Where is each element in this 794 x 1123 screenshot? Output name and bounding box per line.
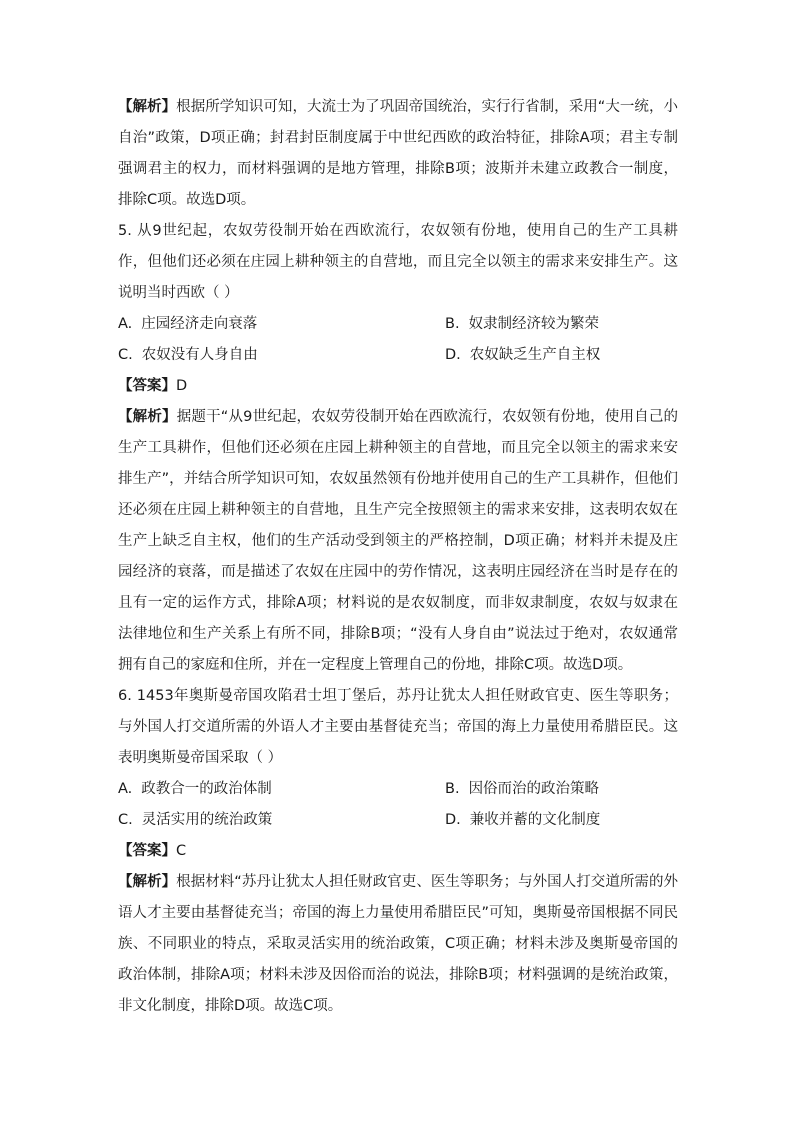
option-d[interactable]: [445, 340, 678, 371]
option-text: 农奴没有人身自由: [141, 347, 258, 363]
answer-line: [118, 371, 678, 402]
option-letter: B.: [445, 316, 460, 332]
answer-tag: 【答案】: [118, 843, 176, 859]
option-a[interactable]: [118, 774, 445, 805]
option-c[interactable]: [118, 340, 445, 371]
analysis-tag: 【解析】: [118, 99, 177, 115]
question-5-options: [118, 309, 678, 371]
analysis-paragraph: [118, 92, 678, 216]
analysis-paragraph: [118, 402, 678, 681]
analysis-tag: 【解析】: [118, 409, 177, 425]
option-text: 灵活实用的统治政策: [141, 812, 273, 828]
option-letter: A.: [118, 781, 133, 797]
option-letter: A.: [118, 316, 133, 332]
option-d[interactable]: [445, 805, 678, 836]
analysis-text: 据题干“从9世纪起，农奴劳役制开始在西欧流行，农奴领有份地，使用自己的生产工具耕作，但他们还必须在庄园上耕种领主的自营地，而且完全以领主的需求来安排生产”，并结合所学知识可知，农奴虽然领有份地并使用自己的生产工具耕作，但他们还必须在庄园上耕种领主的自营地，且生产完全按照领主的需求来安排，这表明农奴在生产上缺乏自主权，他们的生产活动受到领主的严格控制，D项正确；材料并未提及庄园经济的衰落，而是描述了农奴在庄园中的劳作情况，这表明庄园经济在当时是存在的且有一定的运作方式，排除A项；材料说的是农奴制度，而非奴隶制度，农奴与奴隶在法律地位和生产关系上有所不同，排除B项；“没有人身自由”说法过于绝对，农奴通常拥有自己的家庭和住所，并在一定程度上管理自己的份地，排除C项。故选D项。: [118, 409, 679, 673]
analysis-text: 根据所学知识可知，大流士为了巩固帝国统治，实行行省制，采用“大一统，小自治”政策，D项正确；封君封臣制度属于中世纪西欧的政治特征，排除A项；君主专制强调君主的权力，而材料强调的是地方管理，排除B项；波斯并未建立政教合一制度，排除C项。故选D项。: [118, 99, 678, 208]
option-text: 政教合一的政治体制: [141, 781, 272, 797]
analysis-tag: 【解析】: [118, 874, 177, 890]
option-letter: B.: [445, 781, 460, 797]
option-letter: C.: [118, 347, 133, 363]
option-text: 农奴缺乏生产自主权: [469, 347, 601, 363]
answer-value: C: [176, 843, 187, 859]
answer-line: [118, 836, 678, 867]
answer-tag: 【答案】: [118, 378, 176, 394]
option-text: 奴隶制经济较为繁荣: [468, 316, 600, 332]
question-5-stem: 5. 从9世纪起，农奴劳役制开始在西欧流行，农奴领有份地，使用自己的生产工具耕作，但他们还必须在庄园上耕种领主的自营地，而且完全以领主的需求来安排生产。这说明当时西欧（ ）: [118, 223, 678, 301]
option-letter: D.: [445, 347, 461, 363]
option-letter: D.: [445, 812, 461, 828]
analysis-text: 根据材料“苏丹让犹太人担任财政官吏、医生等职务；与外国人打交道所需的外语人才主要由基督徒充当；帝国的海上力量使用希腊臣民”可知，奥斯曼帝国根据不同民族、不同职业的特点，采取灵活实用的统治政策，C项正确；材料未涉及奥斯曼帝国的政治体制，排除A项；材料未涉及因俗而治的说法，排除B项；材料强调的是统治政策，非文化制度，排除D项。故选C项。: [118, 874, 678, 1014]
page-content: [118, 92, 678, 1022]
option-b[interactable]: [445, 774, 678, 805]
question-6-stem: 6. 1453年奥斯曼帝国攻陷君士坦丁堡后，苏丹让犹太人担任财政官吏、医生等职务；与外国人打交道所需的外语人才主要由基督徒充当；帝国的海上力量使用希腊臣民。这表明奥斯曼帝国采取（ ）: [118, 688, 678, 766]
option-c[interactable]: [118, 805, 445, 836]
option-text: 兼收并蓄的文化制度: [469, 812, 601, 828]
option-text: 庄园经济走向衰落: [141, 316, 258, 332]
option-text: 因俗而治的政治策略: [468, 781, 600, 797]
option-letter: C.: [118, 812, 133, 828]
question-6-options: [118, 774, 678, 836]
answer-value: D: [176, 378, 188, 394]
option-b[interactable]: [445, 309, 678, 340]
analysis-paragraph: [118, 867, 678, 1022]
option-a[interactable]: [118, 309, 445, 340]
